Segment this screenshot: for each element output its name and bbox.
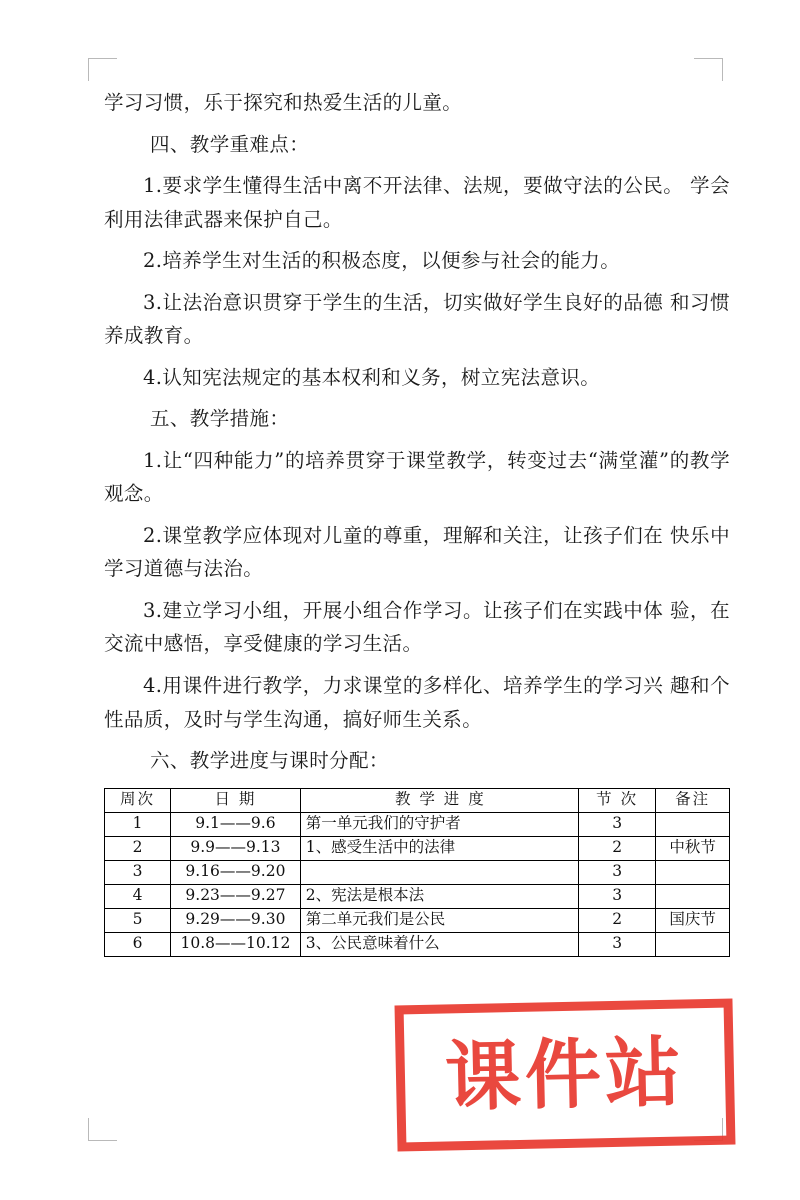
cell-remark: 国庆节 bbox=[656, 908, 730, 932]
cell-remark bbox=[656, 884, 730, 908]
cell-week: 6 bbox=[105, 932, 171, 956]
cell-week: 2 bbox=[105, 836, 171, 860]
table-header-row bbox=[105, 788, 730, 812]
cell-progress: 1、感受生活中的法律 bbox=[300, 836, 578, 860]
column-header-date: 日 期 bbox=[171, 788, 301, 812]
cell-periods: 2 bbox=[578, 836, 655, 860]
cell-week: 4 bbox=[105, 884, 171, 908]
paragraph: 学习习惯，乐于探究和热爱生活的儿童。 bbox=[104, 91, 463, 114]
cell-progress: 2、宪法是根本法 bbox=[300, 884, 578, 908]
paragraph: 4.认知宪法规定的基本权利和义务，树立宪法意识。 bbox=[143, 365, 601, 389]
column-header-remark: 备注 bbox=[656, 788, 730, 812]
cell-remark bbox=[656, 860, 730, 884]
table-row bbox=[105, 932, 730, 956]
cell-progress: 3、公民意味着什么 bbox=[300, 932, 578, 956]
cell-periods: 3 bbox=[578, 812, 655, 836]
document-body bbox=[104, 86, 730, 957]
cell-periods: 3 bbox=[578, 884, 655, 908]
section-heading-5: 五、教学措施： bbox=[150, 407, 290, 431]
table-row bbox=[105, 908, 730, 932]
cell-periods: 3 bbox=[578, 860, 655, 884]
cell-date: 9.16——9.20 bbox=[171, 860, 301, 884]
crop-mark-top-right bbox=[694, 58, 723, 81]
cell-periods: 3 bbox=[578, 932, 655, 956]
column-header-periods: 节 次 bbox=[578, 788, 655, 812]
column-header-week: 周次 bbox=[105, 788, 171, 812]
table-row bbox=[105, 812, 730, 836]
paragraph: 3.让法治意识贯穿于学生的生活，切实做好学生良好的品德 和习惯养成教育。 bbox=[104, 290, 730, 348]
table-row bbox=[105, 860, 730, 884]
paragraph: 4.用课件进行教学，力求课堂的多样化、培养学生的学习兴 趣和个性品质，及时与学生沟通，搞好师生关系。 bbox=[104, 673, 730, 731]
crop-mark-bottom-left bbox=[88, 1118, 117, 1141]
paragraph: 1.要求学生懂得生活中离不开法律、法规，要做守法的公民。 学会利用法律武器来保护自己。 bbox=[104, 174, 730, 231]
crop-mark-top-left bbox=[88, 58, 117, 81]
cell-week: 5 bbox=[105, 908, 171, 932]
cell-remark bbox=[656, 932, 730, 956]
cell-progress: 第二单元我们是公民 bbox=[300, 908, 578, 932]
section-heading-4: 四、教学重难点： bbox=[150, 132, 310, 156]
cell-progress: 第一单元我们的守护者 bbox=[300, 812, 578, 836]
cell-date: 10.8——10.12 bbox=[171, 932, 301, 956]
cell-date: 9.1——9.6 bbox=[171, 812, 301, 836]
paragraph: 2.培养学生对生活的积极态度，以便参与社会的能力。 bbox=[143, 249, 621, 273]
table-row bbox=[105, 884, 730, 908]
cell-week: 1 bbox=[105, 812, 171, 836]
cell-remark: 中秋节 bbox=[656, 836, 730, 860]
cell-week: 3 bbox=[105, 860, 171, 884]
watermark-text: 课件站 bbox=[444, 1027, 686, 1122]
table-row bbox=[105, 836, 730, 860]
paragraph: 1.让“四种能力”的培养贯穿于课堂教学，转变过去“满堂灌”的教学观念。 bbox=[104, 448, 730, 506]
cell-date: 9.9——9.13 bbox=[171, 836, 301, 860]
cell-periods: 2 bbox=[578, 908, 655, 932]
cell-date: 9.29——9.30 bbox=[171, 908, 301, 932]
watermark-stamp bbox=[395, 998, 736, 1151]
paragraph: 3.建立学习小组，开展小组合作学习。让孩子们在实践中体 验，在交流中感悟，享受健康的学习生活。 bbox=[104, 598, 730, 656]
teaching-schedule-table bbox=[104, 788, 730, 957]
section-heading-6: 六、教学进度与课时分配： bbox=[150, 749, 389, 773]
paragraph: 2.课堂教学应体现对儿童的尊重，理解和关注，让孩子们在 快乐中学习道德与法治。 bbox=[104, 523, 730, 581]
cell-progress bbox=[300, 860, 578, 884]
cell-remark bbox=[656, 812, 730, 836]
column-header-progress: 教 学 进 度 bbox=[300, 788, 578, 812]
cell-date: 9.23——9.27 bbox=[171, 884, 301, 908]
